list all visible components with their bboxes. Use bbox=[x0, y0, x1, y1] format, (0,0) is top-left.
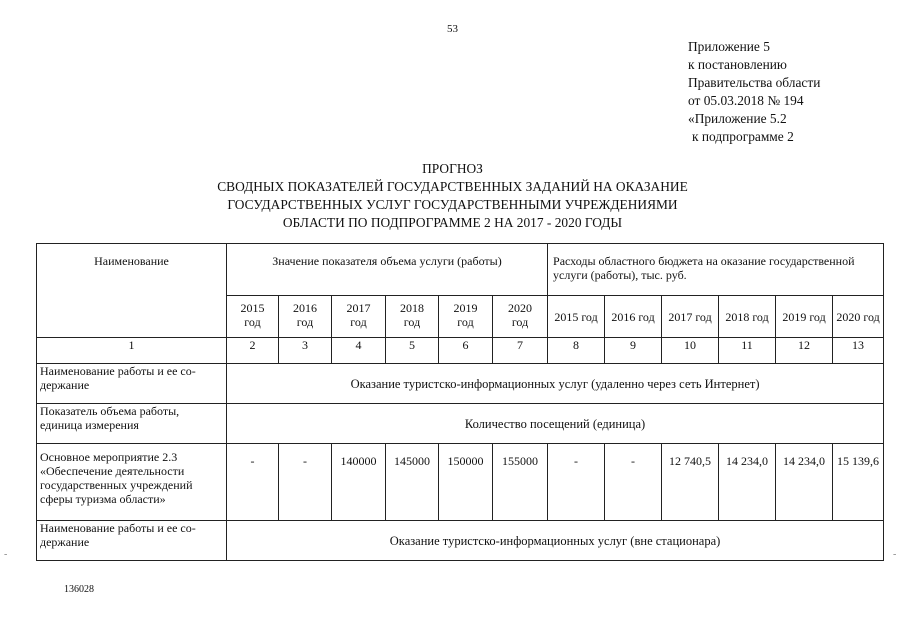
budget-year-header: 2020 год bbox=[833, 296, 884, 338]
value-cell: 145000 bbox=[386, 444, 439, 521]
row-span-text: Оказание туристско-информационных услуг (удаленно через сеть Интернет) bbox=[227, 364, 884, 404]
value-cell: - bbox=[605, 444, 662, 521]
header-volume-group: Значение показателя объема услуги (работы) bbox=[227, 244, 548, 296]
value-cell: 155000 bbox=[493, 444, 548, 521]
value-cell: 150000 bbox=[439, 444, 493, 521]
column-number: 12 bbox=[776, 338, 833, 364]
column-number: 7 bbox=[493, 338, 548, 364]
volume-year-header: 2017 год bbox=[332, 296, 386, 338]
value-cell: 14 234,0 bbox=[776, 444, 833, 521]
value-cell: 140000 bbox=[332, 444, 386, 521]
appendix-line: к постановлению bbox=[688, 57, 787, 72]
column-number: 10 bbox=[662, 338, 719, 364]
appendix-line: Приложение 5 bbox=[688, 39, 770, 54]
budget-year-header: 2015 год bbox=[548, 296, 605, 338]
budget-year-header: 2018 год bbox=[719, 296, 776, 338]
page-number: 53 bbox=[447, 23, 458, 35]
scan-mark: - bbox=[893, 549, 897, 560]
column-number: 8 bbox=[548, 338, 605, 364]
title-line: ГОСУДАРСТВЕННЫХ УСЛУГ ГОСУДАРСТВЕННЫМИ УЧРЕЖДЕНИЯМИ bbox=[227, 197, 678, 212]
appendix-line: к подпрограмме 2 bbox=[692, 129, 794, 144]
column-number: 4 bbox=[332, 338, 386, 364]
document-code: 136028 bbox=[64, 584, 94, 595]
table-row bbox=[37, 444, 884, 521]
value-cell: 14 234,0 bbox=[719, 444, 776, 521]
title-line: ОБЛАСТИ ПО ПОДПРОГРАММЕ 2 НА 2017 - 2020 ГОДЫ bbox=[282, 215, 623, 230]
row-label: Наименование работы и ее со-держание bbox=[37, 364, 227, 404]
appendix-line: от 05.03.2018 № 194 bbox=[688, 93, 804, 108]
header-budget-group: Расходы областного бюджета на оказание государственной услуги (работы), тыс. руб. bbox=[548, 244, 884, 296]
appendix-line: Правительства области bbox=[688, 75, 821, 90]
forecast-table bbox=[36, 243, 884, 561]
row-span-text: Количество посещений (единица) bbox=[227, 404, 884, 444]
column-number: 2 bbox=[227, 338, 279, 364]
value-cell: - bbox=[548, 444, 605, 521]
budget-year-header: 2017 год bbox=[662, 296, 719, 338]
volume-year-header: 2020 год bbox=[493, 296, 548, 338]
column-number: 3 bbox=[279, 338, 332, 364]
title-line: ПРОГНОЗ bbox=[422, 161, 483, 176]
row-span-text: Оказание туристско-информационных услуг (вне стационара) bbox=[227, 521, 884, 561]
volume-year-header: 2019 год bbox=[439, 296, 493, 338]
volume-year-header: 2018 год bbox=[386, 296, 439, 338]
value-cell: 12 740,5 bbox=[662, 444, 719, 521]
volume-year-header: 2016 год bbox=[279, 296, 332, 338]
table-row bbox=[37, 521, 884, 561]
column-number: 5 bbox=[386, 338, 439, 364]
budget-year-header: 2019 год bbox=[776, 296, 833, 338]
table-row bbox=[37, 364, 884, 404]
value-cell: - bbox=[227, 444, 279, 521]
document-title bbox=[0, 160, 905, 232]
budget-year-header: 2016 год bbox=[605, 296, 662, 338]
scan-mark: - bbox=[4, 549, 8, 560]
header-name: Наименование bbox=[37, 244, 227, 338]
column-number: 13 bbox=[833, 338, 884, 364]
appendix-line: «Приложение 5.2 bbox=[688, 111, 787, 126]
volume-year-header: 2015 год bbox=[227, 296, 279, 338]
column-number-row bbox=[37, 338, 884, 364]
title-line: СВОДНЫХ ПОКАЗАТЕЛЕЙ ГОСУДАРСТВЕННЫХ ЗАДАНИЙ НА ОКАЗАНИЕ bbox=[217, 179, 688, 194]
row-label: Основное мероприятие 2.3 «Обеспечение деятельности государственных учреждений сферы туризма области» bbox=[37, 444, 227, 521]
column-number: 6 bbox=[439, 338, 493, 364]
row-label: Показатель объема работы, единица измерения bbox=[37, 404, 227, 444]
row-label: Наименование работы и ее со-держание bbox=[37, 521, 227, 561]
column-number: 11 bbox=[719, 338, 776, 364]
value-cell: - bbox=[279, 444, 332, 521]
column-number: 9 bbox=[605, 338, 662, 364]
appendix-reference bbox=[688, 38, 820, 146]
column-number: 1 bbox=[37, 338, 227, 364]
table-row bbox=[37, 404, 884, 444]
value-cell: 15 139,6 bbox=[833, 444, 884, 521]
